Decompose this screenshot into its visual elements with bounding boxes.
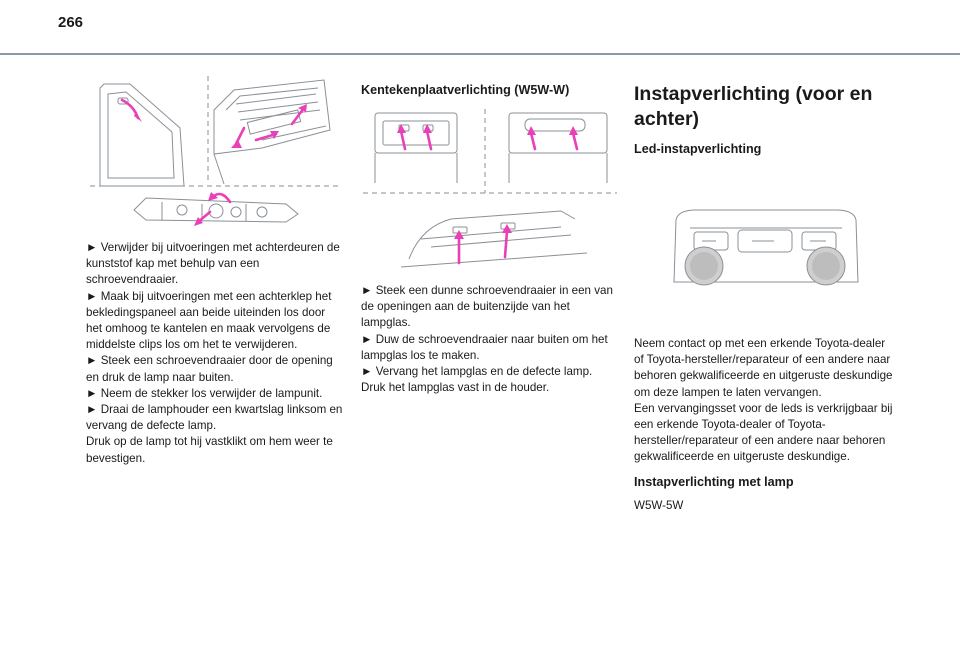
instruction-step: ► Steek een dunne schroevendraaier in een van de openingen aan de buitenzijde van het lampglas. — [361, 284, 613, 330]
license-plate-lamp-illustration — [361, 107, 619, 269]
instruction-step: ► Verwijder bij uitvoeringen met achterdeuren de kunststof kap met behulp van een schroevendraaier. — [86, 241, 340, 287]
page-number: 266 — [58, 14, 84, 31]
section-heading-courtesy-light: Instapverlichting (voor en achter) — [634, 83, 873, 130]
left-column — [86, 70, 344, 467]
body-paragraph: Neem contact op met een erkende Toyota-dealer of Toyota-hersteller/reparateur of een andere naar behoren gekwalificeerde en uitgeruste deskundige om deze lampen te laten vervangen. — [634, 337, 893, 399]
body-paragraph: Een vervangingsset voor de leds is verkrijgbaar bij een erkende Toyota-dealer of Toyota-hersteller/reparateur of een andere naar behoren gekwalificeerde en uitgeruste deskundige. — [634, 401, 893, 464]
license-plate-instructions — [361, 283, 619, 396]
middle-column — [361, 70, 619, 396]
header-divider — [0, 53, 960, 55]
subheading-bulb: Instapverlichting met lamp — [634, 474, 794, 489]
instruction-step: ► Neem de stekker los verwijder de lampunit. — [86, 386, 323, 400]
tailgate-lamp-illustration — [86, 70, 344, 232]
courtesy-light-illustration — [634, 206, 894, 296]
right-column — [634, 70, 894, 512]
subheading-led: Led-instapverlichting — [634, 142, 762, 156]
instruction-step: ► Maak bij uitvoeringen met een achterklep het bekledingspaneel aan beide uiteinden los door het omhoog te kantelen en maak vervolgens de middelste clips los om het te verwijderen. — [86, 289, 332, 352]
led-replacement-text — [634, 336, 894, 466]
instruction-step: Druk het lampglas vast in de houder. — [361, 381, 550, 395]
instruction-step: ► Draai de lamphouder een kwartslag linksom en vervang de defecte lamp. — [86, 403, 343, 433]
instruction-step: ► Steek een schroevendraaier door de opening en druk de lamp naar buiten. — [86, 354, 333, 384]
instruction-step: ► Vervang het lampglas en de defecte lamp. — [361, 365, 593, 379]
removal-instructions — [86, 240, 344, 467]
section-heading-license-plate: Kentekenplaatverlichting (W5W-W) — [361, 83, 570, 97]
instruction-step: Druk op de lamp tot hij vastklikt om hem weer te bevestigen. — [86, 435, 333, 465]
instruction-step: ► Duw de schroevendraaier naar buiten om het lampglas los te maken. — [361, 332, 608, 362]
bulb-type: W5W-5W — [634, 498, 684, 512]
